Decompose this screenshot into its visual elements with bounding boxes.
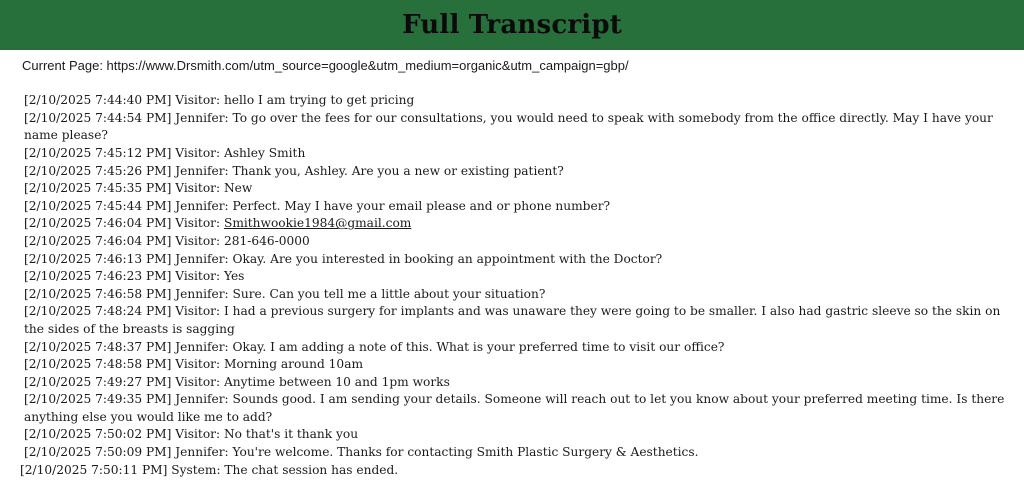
transcript-line: [2/10/2025 7:48:58 PM] Visitor: Morning around 10am xyxy=(24,357,364,372)
transcript-line: [2/10/2025 7:48:24 PM] Visitor: I had a previous surgery for implants and was unaware they were going to be smaller. I also had gastric sleeve so the skin on the sides of the breasts is sagging xyxy=(24,304,1001,336)
transcript-line xyxy=(20,215,1014,233)
transcript-line: [2/10/2025 7:45:44 PM] Jennifer: Perfect. May I have your email please and or phone number? xyxy=(24,198,611,213)
transcript-line: [2/10/2025 7:44:40 PM] Visitor: hello I am trying to get pricing xyxy=(24,93,415,108)
transcript-body xyxy=(0,50,1024,479)
transcript-line: [2/10/2025 7:50:09 PM] Jennifer: You're welcome. Thanks for contacting Smith Plastic Surgery & Aesthetics. xyxy=(24,445,699,460)
transcript-line: [2/10/2025 7:46:23 PM] Visitor: Yes xyxy=(24,269,245,284)
transcript-line: [2/10/2025 7:46:04 PM] Visitor: 281-646-0000 xyxy=(24,233,310,248)
transcript-line: [2/10/2025 7:49:27 PM] Visitor: Anytime between 10 and 1pm works xyxy=(24,374,450,389)
system-message: [2/10/2025 7:50:11 PM] System: The chat session has ended. xyxy=(20,462,399,477)
transcript-line: [2/10/2025 7:45:26 PM] Jennifer: Thank you, Ashley. Are you a new or existing patient? xyxy=(24,163,564,178)
line-prefix: [2/10/2025 7:46:04 PM] Visitor: xyxy=(24,216,224,231)
transcript-line: [2/10/2025 7:45:35 PM] Visitor: New xyxy=(24,181,253,196)
transcript-line: [2/10/2025 7:49:35 PM] Jennifer: Sounds good. I am sending your details. Someone will reach out to let you know about your preferred meeting time. Is there anything else you would like me to add? xyxy=(24,392,1005,424)
transcript-line: [2/10/2025 7:48:37 PM] Jennifer: Okay. I am adding a note of this. What is your preferred time to visit our office? xyxy=(24,339,725,354)
transcript-line: [2/10/2025 7:46:13 PM] Jennifer: Okay. Are you interested in booking an appointment with the Doctor? xyxy=(24,251,663,266)
current-page-url: Current Page: https://www.Drsmith.com/utm_source=google&utm_medium=organic&utm_campaign=gbp/ xyxy=(22,58,629,73)
transcript-line: [2/10/2025 7:50:02 PM] Visitor: No that's it thank you xyxy=(24,427,359,442)
title-banner xyxy=(0,0,1024,50)
page-title: Full Transcript xyxy=(402,10,622,40)
transcript-line: [2/10/2025 7:44:54 PM] Jennifer: To go over the fees for our consultations, you would need to speak with somebody from the office directly. May I have your name please? xyxy=(24,110,993,143)
transcript-line: [2/10/2025 7:45:12 PM] Visitor: Ashley Smith xyxy=(24,145,306,160)
email-link[interactable]: Smithwookie1984@gmail.com xyxy=(223,216,412,231)
transcript-line: [2/10/2025 7:46:58 PM] Jennifer: Sure. Can you tell me a little about your situation? xyxy=(24,286,546,301)
